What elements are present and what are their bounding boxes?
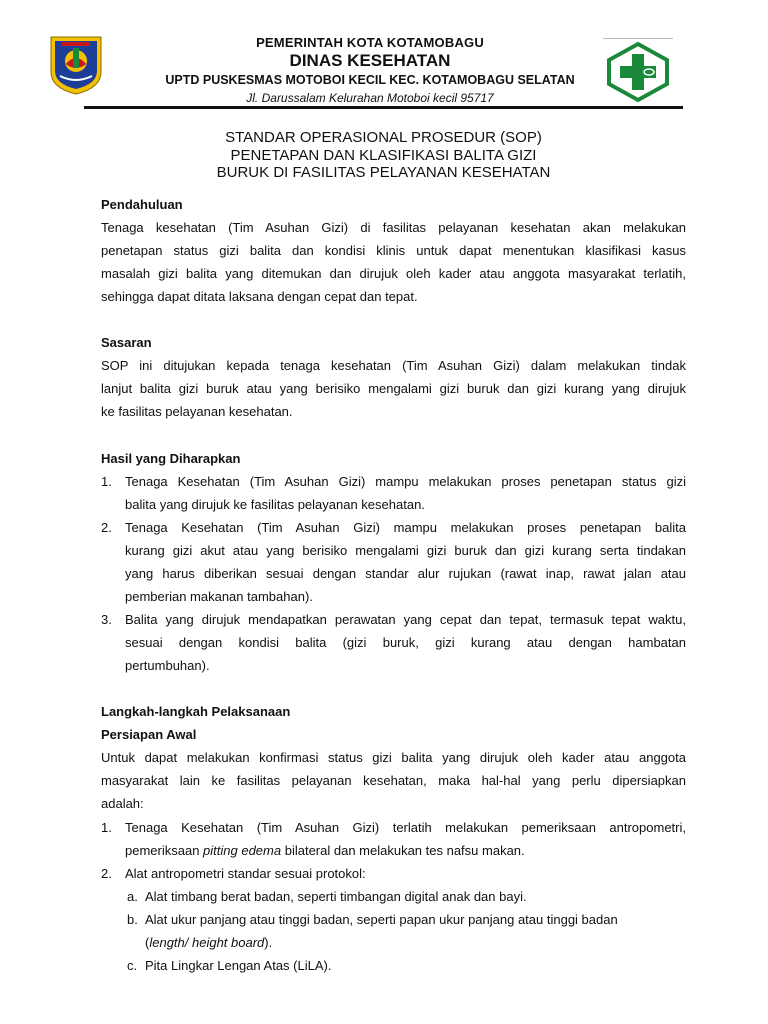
- list-number: 3.: [101, 612, 112, 627]
- section-heading-sasaran: Sasaran: [101, 335, 152, 350]
- list-line: pemberian makanan tambahan).: [125, 589, 313, 604]
- paragraph-persiapan: [101, 746, 686, 815]
- sub-list-line: Alat ukur panjang atau tinggi badan, seperti papan ukur panjang atau tinggi badan: [145, 912, 618, 927]
- list-line: Tenaga Kesehatan (Tim Asuhan Gizi) mampu melakukan proses penetapan status gizi: [125, 474, 686, 489]
- paragraph-sasaran: [101, 354, 686, 423]
- list-line: Alat antropometri standar sesuai protokol:: [125, 866, 366, 881]
- list-line: Tenaga Kesehatan (Tim Asuhan Gizi) mampu melakukan proses penetapan balita: [125, 520, 686, 535]
- list-number: 1.: [101, 474, 112, 489]
- doc-title-line-3: BURUK DI FASILITAS PELAYANAN KESEHATAN: [216, 164, 551, 181]
- city-emblem-icon: [48, 34, 104, 96]
- paragraph-line: ke fasilitas pelayanan kesehatan.: [101, 404, 293, 419]
- paragraph-line: sehingga dapat ditata laksana dengan cepat dan tepat.: [101, 289, 418, 304]
- list-line: pemeriksaan pitting edema bilateral dan melakukan tes nafsu makan.: [125, 843, 525, 858]
- section-heading-langkah: Langkah-langkah Pelaksanaan: [101, 704, 291, 719]
- list-line: sesuai dengan kondisi balita (gizi buruk, gizi kurang atau dengan hambatan: [125, 635, 686, 650]
- paragraph-line: Untuk dapat melakukan konfirmasi status gizi balita yang dirujuk oleh kader atau anggota: [101, 750, 686, 765]
- list-number: 1.: [101, 820, 112, 835]
- sub-list-line: Pita Lingkar Lengan Atas (LiLA).: [145, 958, 332, 973]
- sub-list-line: Alat timbang berat badan, seperti timbangan digital anak dan bayi.: [145, 889, 527, 904]
- paragraph-line: masalah gizi balita yang ditemukan dan dirujuk oleh kader atau anggota masyarakat terlatih,: [101, 266, 686, 281]
- header-government: PEMERINTAH KOTA KOTAMOBAGU: [256, 35, 484, 50]
- header-department: DINAS KESEHATAN: [289, 51, 451, 70]
- header-divider: [84, 106, 683, 109]
- paragraph-line: masyarakat lain ke fasilitas pelayanan kesehatan, maka hal-hal yang perlu dipersiapkan: [101, 773, 686, 788]
- list-line: pertumbuhan).: [125, 658, 210, 673]
- doc-title-line-2: PENETAPAN DAN KLASIFIKASI BALITA GIZI: [230, 147, 537, 164]
- list-line: Tenaga Kesehatan (Tim Asuhan Gizi) terlatih melakukan pemeriksaan antropometri,: [125, 820, 686, 835]
- section-heading-pendahuluan: Pendahuluan: [101, 197, 183, 212]
- header-address: Jl. Darussalam Kelurahan Motoboi kecil 95717: [246, 91, 494, 105]
- paragraph-line: Tenaga kesehatan (Tim Asuhan Gizi) di fasilitas pelayanan kesehatan akan melakukan: [101, 220, 686, 235]
- sub-list-label: a.: [127, 889, 138, 904]
- list-line: kurang gizi akut atau yang berisiko mengalami gizi buruk dan gizi kurang serta tindakan: [125, 543, 686, 558]
- subsection-heading-persiapan: Persiapan Awal: [101, 727, 197, 742]
- sub-list-label: c.: [127, 958, 138, 973]
- paragraph-line: SOP ini ditujukan kepada tenaga kesehatan (Tim Asuhan Gizi) dalam melakukan tindak: [101, 358, 686, 373]
- paragraph-line: penetapan status gizi balita dan kondisi klinis untuk dapat menentukan klasifikasi kasus: [101, 243, 686, 258]
- list-number: 2.: [101, 866, 112, 881]
- header-unit: UPTD PUSKESMAS MOTOBOI KECIL KEC. KOTAMOBAGU SELATAN: [165, 73, 575, 87]
- paragraph-line: adalah:: [101, 796, 144, 811]
- doc-title-line-1: STANDAR OPERASIONAL PROSEDUR (SOP): [225, 129, 542, 146]
- list-number: 2.: [101, 520, 112, 535]
- section-heading-hasil: Hasil yang Diharapkan: [101, 451, 241, 466]
- paragraph-pendahuluan: [101, 216, 686, 308]
- list-line: Balita yang dirujuk mendapatkan perawatan yang cepat dan tepat, termasuk tepat waktu,: [125, 612, 686, 627]
- sub-list-label: b.: [127, 912, 138, 927]
- list-line: balita yang dirujuk ke fasilitas pelayanan kesehatan.: [125, 497, 425, 512]
- paragraph-line: lanjut balita gizi buruk atau yang berisiko mengalami gizi buruk dan gizi kurang yang dirujuk: [101, 381, 686, 396]
- sub-list-line: (length/ height board).: [145, 935, 273, 950]
- list-line: yang harus diberikan sesuai dengan standar alur rujukan (rawat inap, rawat jalan atau: [125, 566, 686, 581]
